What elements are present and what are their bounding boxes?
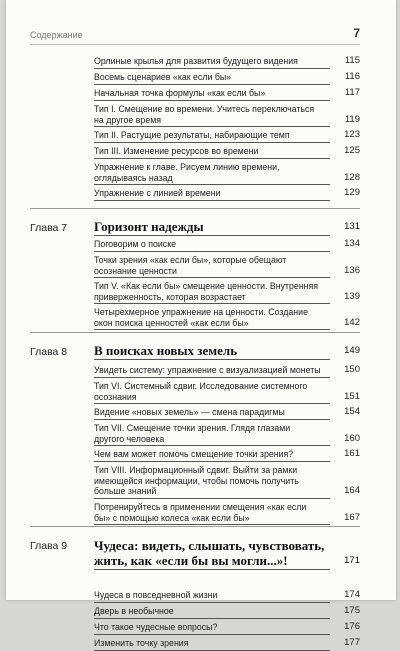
underline (94, 200, 330, 201)
toc-entry[interactable] (94, 423, 360, 444)
toc-entry-page: 150 (344, 364, 360, 375)
toc-entry[interactable] (94, 130, 360, 141)
toc-entry-title: Чем вам может помочь смещение точки зрения? (94, 449, 294, 459)
toc-entry-title: Начальная точка формулы «как если бы» (94, 88, 266, 98)
toc-entry[interactable] (94, 88, 360, 99)
toc-entry-title: Изменить точку зрения (94, 638, 189, 648)
toc-entry-page: 136 (344, 264, 360, 276)
toc-entry-title: Орлиные крылья для развития будущего видения (94, 56, 298, 66)
chapter-title[interactable] (94, 344, 360, 358)
toc-entry-title: Тип VI. Системный сдвиг. Исследование системного осознания (94, 381, 308, 402)
toc-entry-page: 128 (344, 171, 360, 183)
toc-entry[interactable] (94, 407, 360, 418)
chapter-separator (30, 332, 360, 333)
toc-entry-title: Тип VII. Смещение точки зрения. Глядя глазами другого человека (94, 423, 291, 444)
underline (94, 602, 330, 603)
chapter-title[interactable] (94, 538, 360, 568)
toc-entry-title: Тип V. «Как если бы» смещение ценности. Внутренняя приверженность, которая возрастает (94, 281, 319, 302)
toc-entry-page: 129 (344, 187, 360, 198)
header-rule (30, 44, 360, 45)
toc-entry-page: 151 (344, 390, 360, 402)
toc-entry[interactable] (94, 72, 360, 83)
toc-entry-title: Восемь сценариев «как если бы» (94, 72, 232, 82)
toc-entry-title: Что такое чудесные вопросы? (94, 622, 218, 632)
running-header (30, 28, 360, 44)
toc-entry-page: 123 (344, 129, 360, 140)
toc-entry-title: Тип I. Смещение во времени. Учитесь переключаться на другое время (94, 104, 315, 125)
chapter-page: 171 (344, 555, 360, 566)
chapter-separator (30, 526, 360, 527)
underline (94, 618, 330, 619)
chapter-title-text: В поисках новых земель (94, 343, 238, 358)
toc-entry[interactable] (94, 606, 360, 617)
toc-entry-title: Тип II. Растущие результаты, набирающие темп (94, 130, 290, 140)
toc-entry-page: 177 (344, 637, 360, 648)
page-number: 7 (353, 26, 360, 40)
toc-entry[interactable] (94, 502, 360, 523)
toc-entry-page: 175 (344, 605, 360, 616)
chapter-page: 149 (344, 345, 360, 356)
chapter-title[interactable] (94, 220, 360, 234)
toc-entry[interactable] (94, 146, 360, 157)
toc-entry-page: 154 (344, 406, 360, 417)
toc-entry-title: Упражнение с линией времени (94, 188, 221, 198)
chapter-label: Глава 8 (30, 346, 68, 358)
underline (94, 524, 330, 525)
toc-entry[interactable] (94, 590, 360, 601)
underline (94, 569, 330, 570)
toc-entry-page: 139 (344, 290, 360, 302)
toc-entry-title: Дверь в необычное (94, 606, 174, 616)
underline (94, 68, 330, 69)
underline (94, 184, 330, 185)
chapter-label: Глава 9 (30, 540, 68, 552)
toc-entry[interactable] (94, 381, 360, 402)
toc-entry[interactable] (94, 56, 360, 67)
toc-entry-title: Чудеса в повседневной жизни (94, 590, 218, 600)
chapter-title-text: Горизонт надежды (94, 219, 204, 234)
chapter-separator (30, 208, 360, 209)
toc-entry-page: 164 (344, 485, 360, 496)
toc-entry-title: Упражнение к главе. Рисуем линию времени, оглядываясь назад (94, 162, 280, 183)
underline (94, 445, 330, 446)
toc-entry-title: Четырехмерное упражнение на ценности. Создание окон поиска ценностей «как если бы» (94, 307, 308, 328)
toc-entry-title: Тип III. Изменение ресурсов во времени (94, 146, 259, 156)
underline (94, 498, 330, 499)
toc-entry[interactable] (94, 307, 360, 328)
toc-entry-title: Тип VIII. Информационный сдвиг. Выйти за рамки имеющейся информации, чтобы помочь получить больше знаний (94, 465, 299, 496)
underline (94, 277, 330, 278)
toc-entry[interactable] (94, 638, 360, 649)
section-label: Содержание (30, 30, 83, 40)
toc-entry-page: 116 (344, 71, 360, 82)
chapter-page: 131 (344, 221, 360, 232)
toc-entry-page: 125 (344, 145, 360, 156)
toc-entry-page: 142 (344, 316, 360, 328)
toc-entry-page: 161 (344, 448, 360, 459)
toc-entry-page: 167 (344, 511, 360, 523)
underline (94, 461, 330, 462)
toc-entry[interactable] (94, 622, 360, 633)
chapter-label: Глава 7 (30, 222, 68, 234)
book-page (6, 0, 396, 648)
underline (94, 359, 330, 360)
toc-entry[interactable] (94, 188, 360, 199)
underline (94, 158, 330, 159)
toc-entry[interactable] (94, 365, 360, 376)
toc-entry[interactable] (94, 465, 360, 497)
underline (94, 303, 330, 304)
toc-entry-title: Поговорим о поиске (94, 239, 177, 249)
toc-entry[interactable] (94, 281, 360, 302)
underline (94, 251, 330, 252)
toc-entry[interactable] (94, 104, 360, 125)
toc-entry-page: 115 (344, 55, 360, 66)
underline (94, 329, 330, 330)
toc-entry[interactable] (94, 162, 360, 183)
toc-entry-page: 119 (344, 113, 360, 125)
toc-entry-page: 176 (344, 621, 360, 632)
toc-entry-title: Потренируйтесь в применении смещения «как если бы» с помощью колеса «как если бы» (94, 502, 307, 523)
toc-entry-page: 174 (344, 589, 360, 600)
toc-entry-title: Увидеть систему: упражнение с визуализацией монеты (94, 365, 321, 375)
toc-entry-title: Точки зрения «как если бы», которые обещают осознание ценности (94, 255, 287, 276)
underline (94, 126, 330, 127)
toc-entry-page: 117 (344, 87, 360, 98)
toc-entry[interactable] (94, 449, 360, 460)
chapter-title-text: Чудеса: видеть, слышать, чувствовать, жить, как «если бы вы могли...»! (94, 538, 325, 568)
toc-entry[interactable] (94, 255, 360, 276)
toc-entry[interactable] (94, 239, 360, 250)
toc-entry-page: 134 (344, 238, 360, 249)
underline (94, 419, 330, 420)
underline (94, 634, 330, 635)
underline (94, 84, 330, 85)
underline (94, 377, 330, 378)
underline (94, 100, 330, 101)
toc-entry-title: Видение «новых земель» — смена парадигмы (94, 407, 285, 417)
underline (94, 235, 330, 236)
toc-entry-page: 160 (344, 432, 360, 444)
underline (94, 650, 330, 651)
underline (94, 142, 330, 143)
underline (94, 403, 330, 404)
